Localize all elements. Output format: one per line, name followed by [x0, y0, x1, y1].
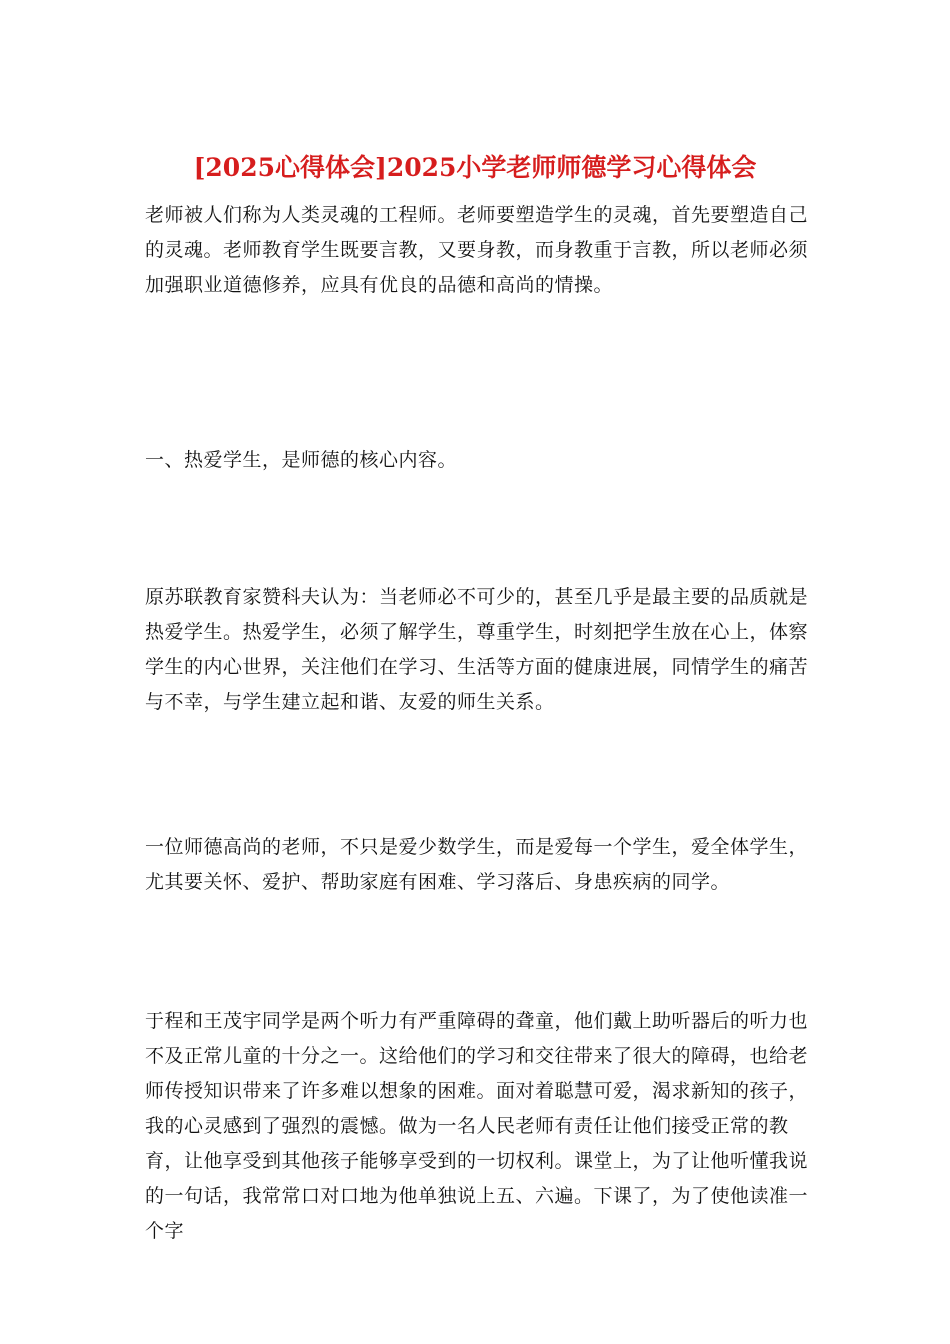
- section-heading-1: 一、热爱学生，是师德的核心内容。: [145, 449, 458, 471]
- paragraph-zankov: 原苏联教育家赞科夫认为：当老师必不可少的，甚至几乎是最主要的品质就是热爱学生。热爱学生，必须了解学生，尊重学生，时刻把学生放在心上，体察学生的内心世界，关注他们在学习、生活等方面的健康进展，同情学生的痛苦与不幸，与学生建立起和谐、友爱的师生关系。: [145, 586, 809, 713]
- document-title: [2025心得体会]2025小学老师师德学习心得体会: [193, 153, 757, 182]
- paragraph-deaf-students: 于程和王茂宇同学是两个听力有严重障碍的聋童，他们戴上助听器后的听力也不及正常儿童的十分之一。这给他们的学习和交往带来了很大的障碍，也给老师传授知识带来了许多难以想象的困难。面对着聪慧可爱，渴求新知的孩子，我的心灵感到了强烈的震憾。做为一名人民老师有责任让他们接受正常的教育，让他享受到其他孩子能够享受到的一切权利。课堂上，为了让他听懂我说的一句话，我常常口对口地为他单独说上五、六遍。下课了，为了使他读准一个字: [145, 1010, 809, 1242]
- paragraph-intro: 老师被人们称为人类灵魂的工程师。老师要塑造学生的灵魂，首先要塑造自己的灵魂。老师教育学生既要言教，又要身教，而身教重于言教，所以老师必须加强职业道德修养，应具有优良的品德和高尚的情操。: [145, 204, 809, 296]
- paragraph-love-every-student: 一位师德高尚的老师，不只是爱少数学生，而是爱每一个学生，爱全体学生，尤其要关怀、爱护、帮助家庭有困难、学习落后、身患疾病的同学。: [145, 836, 809, 893]
